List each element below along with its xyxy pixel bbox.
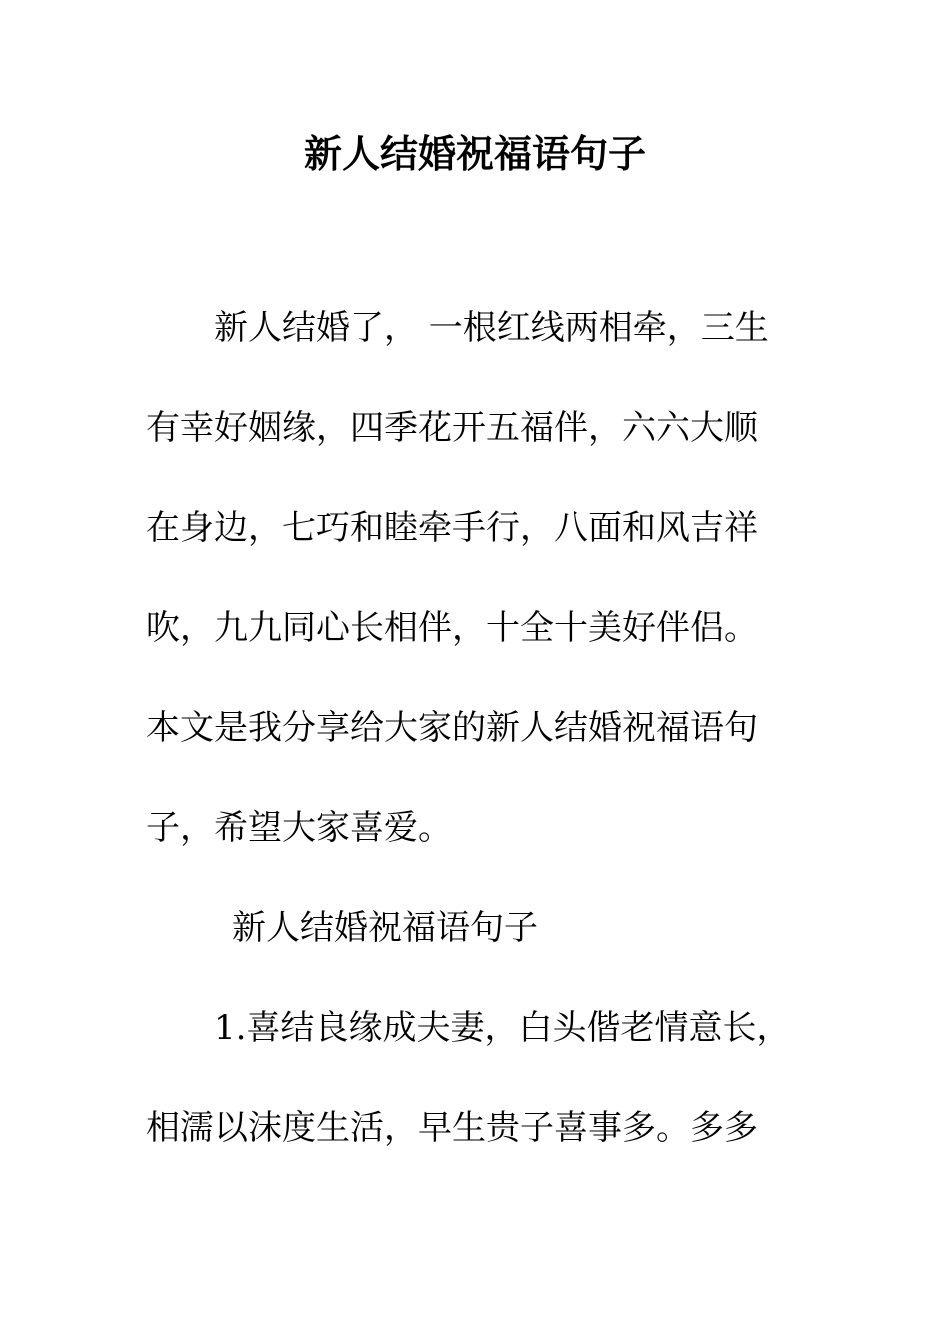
paragraph-line: 新人结婚了， 一根红线两相牵，三生 xyxy=(214,308,769,348)
paragraph-line: 在身边，七巧和睦牵手行，八面和风吉祥 xyxy=(146,508,758,548)
paragraph-line: 相濡以沫度生活，早生贵子喜事多。多多 xyxy=(146,1108,758,1148)
list-item-1 xyxy=(146,978,811,1178)
paragraph-line: 1.喜结良缘成夫妻，白头偕老情意长， xyxy=(214,1008,791,1048)
paragraph-line: 本文是我分享给大家的新人结婚祝福语句 xyxy=(146,708,758,748)
document-title: 新人结婚祝福语句子 xyxy=(303,131,646,176)
paragraph-line: 吹，九九同心长相伴，十全十美好伴侣。 xyxy=(146,608,758,648)
paragraph-line: 有幸好姻缘，四季花开五福伴，六六大顺 xyxy=(146,408,758,448)
intro-paragraph xyxy=(146,278,811,878)
section-subheading: 新人结婚祝福语句子 xyxy=(232,908,538,948)
paragraph-line: 子，希望大家喜爱。 xyxy=(146,808,452,848)
